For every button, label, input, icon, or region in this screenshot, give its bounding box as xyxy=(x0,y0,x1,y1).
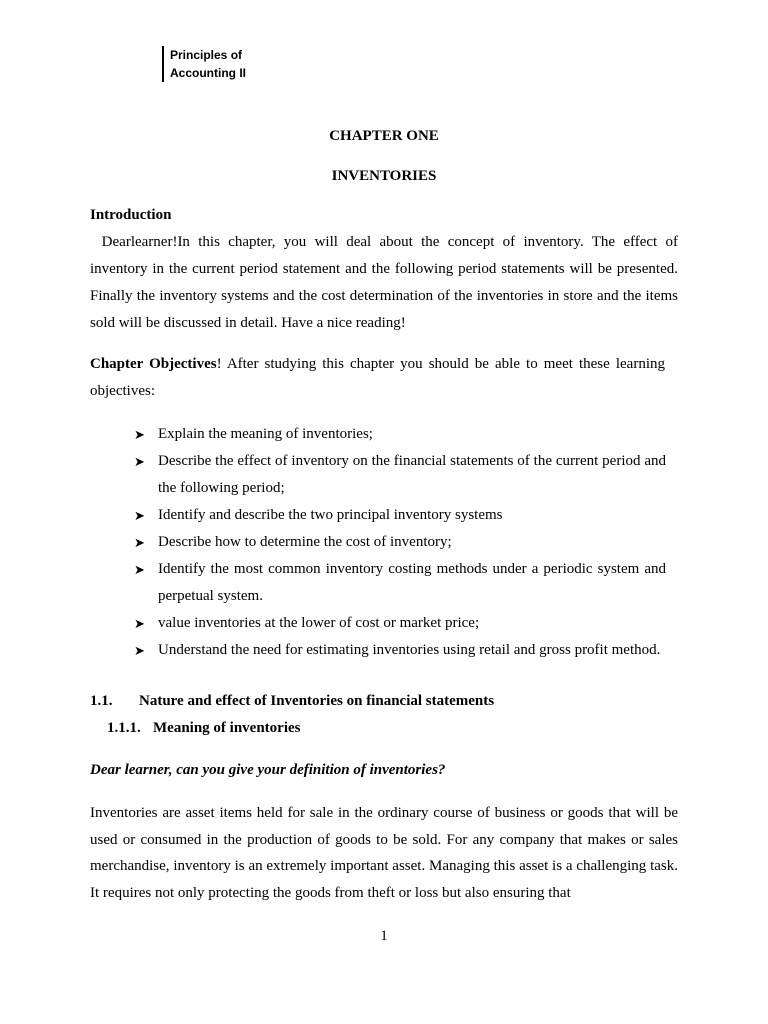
arrow-bullet-icon: ➤ xyxy=(134,562,145,577)
objectives-paragraph xyxy=(90,351,665,405)
header-rule xyxy=(162,46,164,82)
arrow-bullet-icon: ➤ xyxy=(134,454,145,469)
arrow-bullet-icon: ➤ xyxy=(134,535,145,550)
list-item: ➤ Describe how to determine the cost of inventory; xyxy=(134,529,666,556)
running-header xyxy=(170,46,246,82)
introduction-heading: Introduction xyxy=(90,207,172,223)
bullet-glyph-icon xyxy=(90,234,102,250)
introduction-text: Dearlearner!In this chapter, you will deal about the concept of inventory. The effect of inventory in the current period statement and the following period statements will be presented. Finally the inventory systems and the cost determination of the inventories in store and the items sold will be discussed in detail. Have a nice reading! xyxy=(90,234,678,331)
chapter-title: INVENTORIES xyxy=(331,168,437,184)
list-item: ➤ Explain the meaning of inventories; xyxy=(134,421,666,448)
section-1-1-title: Nature and effect of Inventories on financial statements xyxy=(139,693,495,709)
arrow-bullet-icon: ➤ xyxy=(134,427,145,442)
page-number: 1 xyxy=(380,928,388,944)
list-item: ➤ Describe the effect of inventory on the financial statements of the current period and the following period; xyxy=(134,448,666,502)
arrow-bullet-icon: ➤ xyxy=(134,508,145,523)
arrow-bullet-icon: ➤ xyxy=(134,643,145,658)
arrow-bullet-icon: ➤ xyxy=(134,616,145,631)
list-item: ➤ Understand the need for estimating inventories using retail and gross profit method. xyxy=(134,637,666,664)
objectives-list xyxy=(134,421,666,664)
list-item: ➤ Identify and describe the two principal inventory systems xyxy=(134,502,666,529)
objectives-heading: Chapter Objectives xyxy=(90,356,217,372)
header-line-2: Accounting II xyxy=(170,66,246,80)
header-line-1: Principles of xyxy=(170,48,243,62)
list-item: ➤ value inventories at the lower of cost or market price; xyxy=(134,610,666,637)
list-item: ➤ Identify the most common inventory costing methods under a periodic system and perpetual system. xyxy=(134,556,666,610)
body-paragraph: Inventories are asset items held for sale in the ordinary course of business or goods that will be used or consumed in the production of goods to be sold. For any company that makes or sales merchandise, inventory is an extremely important asset. Managing this asset is a challenging task. It requires not only protecting the goods from theft or loss but also ensuring that xyxy=(90,805,678,901)
section-1-1-number: 1.1. xyxy=(90,693,113,709)
section-1-1-1-title: Meaning of inventories xyxy=(153,720,301,736)
chapter-number: CHAPTER ONE xyxy=(329,128,439,144)
section-1-1-1-number: 1.1.1. xyxy=(107,720,141,736)
objectives-text: ! After studying this chapter you should be able to meet these learning objectives: xyxy=(90,356,665,399)
learner-question: Dear learner, can you give your definition of inventories? xyxy=(90,762,446,778)
